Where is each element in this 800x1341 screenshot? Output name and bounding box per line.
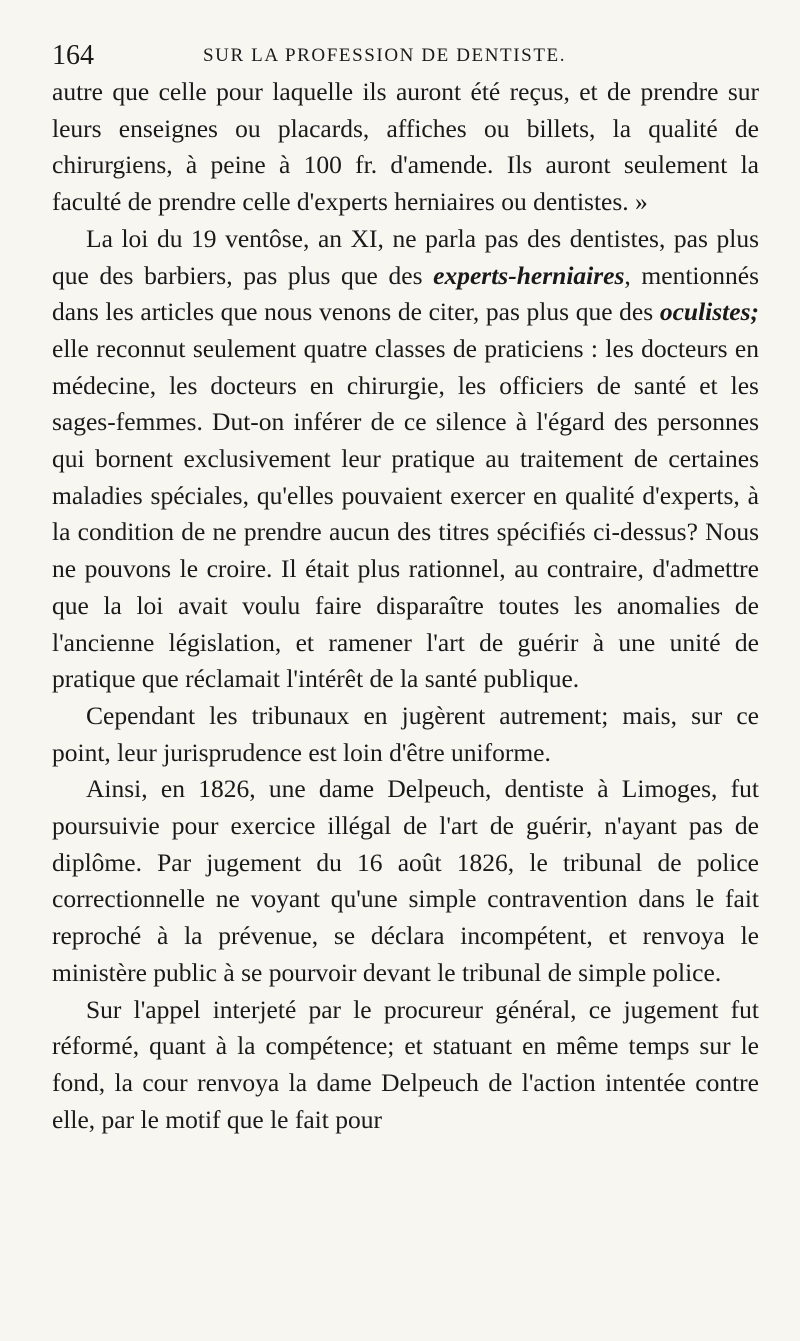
paragraph-2-text-c: elle reconnut seulement quatre classes de praticiens : les docteurs en médecine, les docteurs en chirurgie, les officiers de santé et les sages-femmes. Dut-on inférer de ce silence à l'égard des personnes qui bornent exclusivement leur pratique au traitement de certaines maladies spéciales, qu'elles pouvaient exercer en qualité d'experts, à la condition de ne prendre aucun des titres spécifiés ci-dessus? Nous ne pouvons le croire. Il était plus rationnel, au contraire, d'admettre que la loi avait voulu faire disparaître toutes les anomalies de l'ancienne législation, et ramener l'art de guérir à une unité de pratique que réclamait l'intérêt de la santé publique.: [52, 333, 759, 694]
body-text: [52, 74, 759, 1138]
italic-term-experts-herniaires: experts-herniaires: [433, 260, 625, 290]
paragraph-1: autre que celle pour laquelle ils auront été reçus, et de prendre sur leurs enseignes ou placards, affiches ou billets, la qualité de chirurgiens, à peine à 100 fr. d'amende. Ils auront seulement la faculté de prendre celle d'experts herniaires ou dentistes. »: [52, 77, 759, 217]
running-title: SUR LA PROFESSION DE DENTISTE.: [203, 45, 567, 66]
paragraph-5: Sur l'appel interjeté par le procureur général, ce jugement fut réformé, quant à la compétence; et statuant en même temps sur le fond, la cour renvoya la dame Delpeuch de l'action intentée contre elle, par le motif que le fait pour: [52, 994, 759, 1134]
paragraph-3: Cependant les tribunaux en jugèrent autrement; mais, sur ce point, leur jurisprudence est loin d'être uniforme.: [52, 700, 759, 767]
paragraph-2: [52, 221, 759, 698]
paragraph-2-text-a: La loi du 19 ventôse, an XI, ne parla pas des dentistes, pas plus que des barbiers, pas plus que des: [52, 223, 759, 290]
italic-term-oculistes: oculistes;: [659, 297, 759, 327]
paragraph-2-text-b: , mentionnés dans les articles que nous venons de citer, pas plus que des: [52, 260, 759, 327]
page-header: [48, 36, 760, 76]
paragraph-4: Ainsi, en 1826, une dame Delpeuch, dentiste à Limoges, fut poursuivie pour exercice illégal de l'art de guérir, n'ayant pas de diplôme. Par jugement du 16 août 1826, le tribunal de police correctionnelle ne voyant qu'une simple contravention dans le fait reproché à la prévenue, se déclara incompétent, et renvoya le ministère public à se pourvoir devant le tribunal de simple police.: [52, 774, 759, 987]
page-number: 164: [52, 40, 94, 71]
